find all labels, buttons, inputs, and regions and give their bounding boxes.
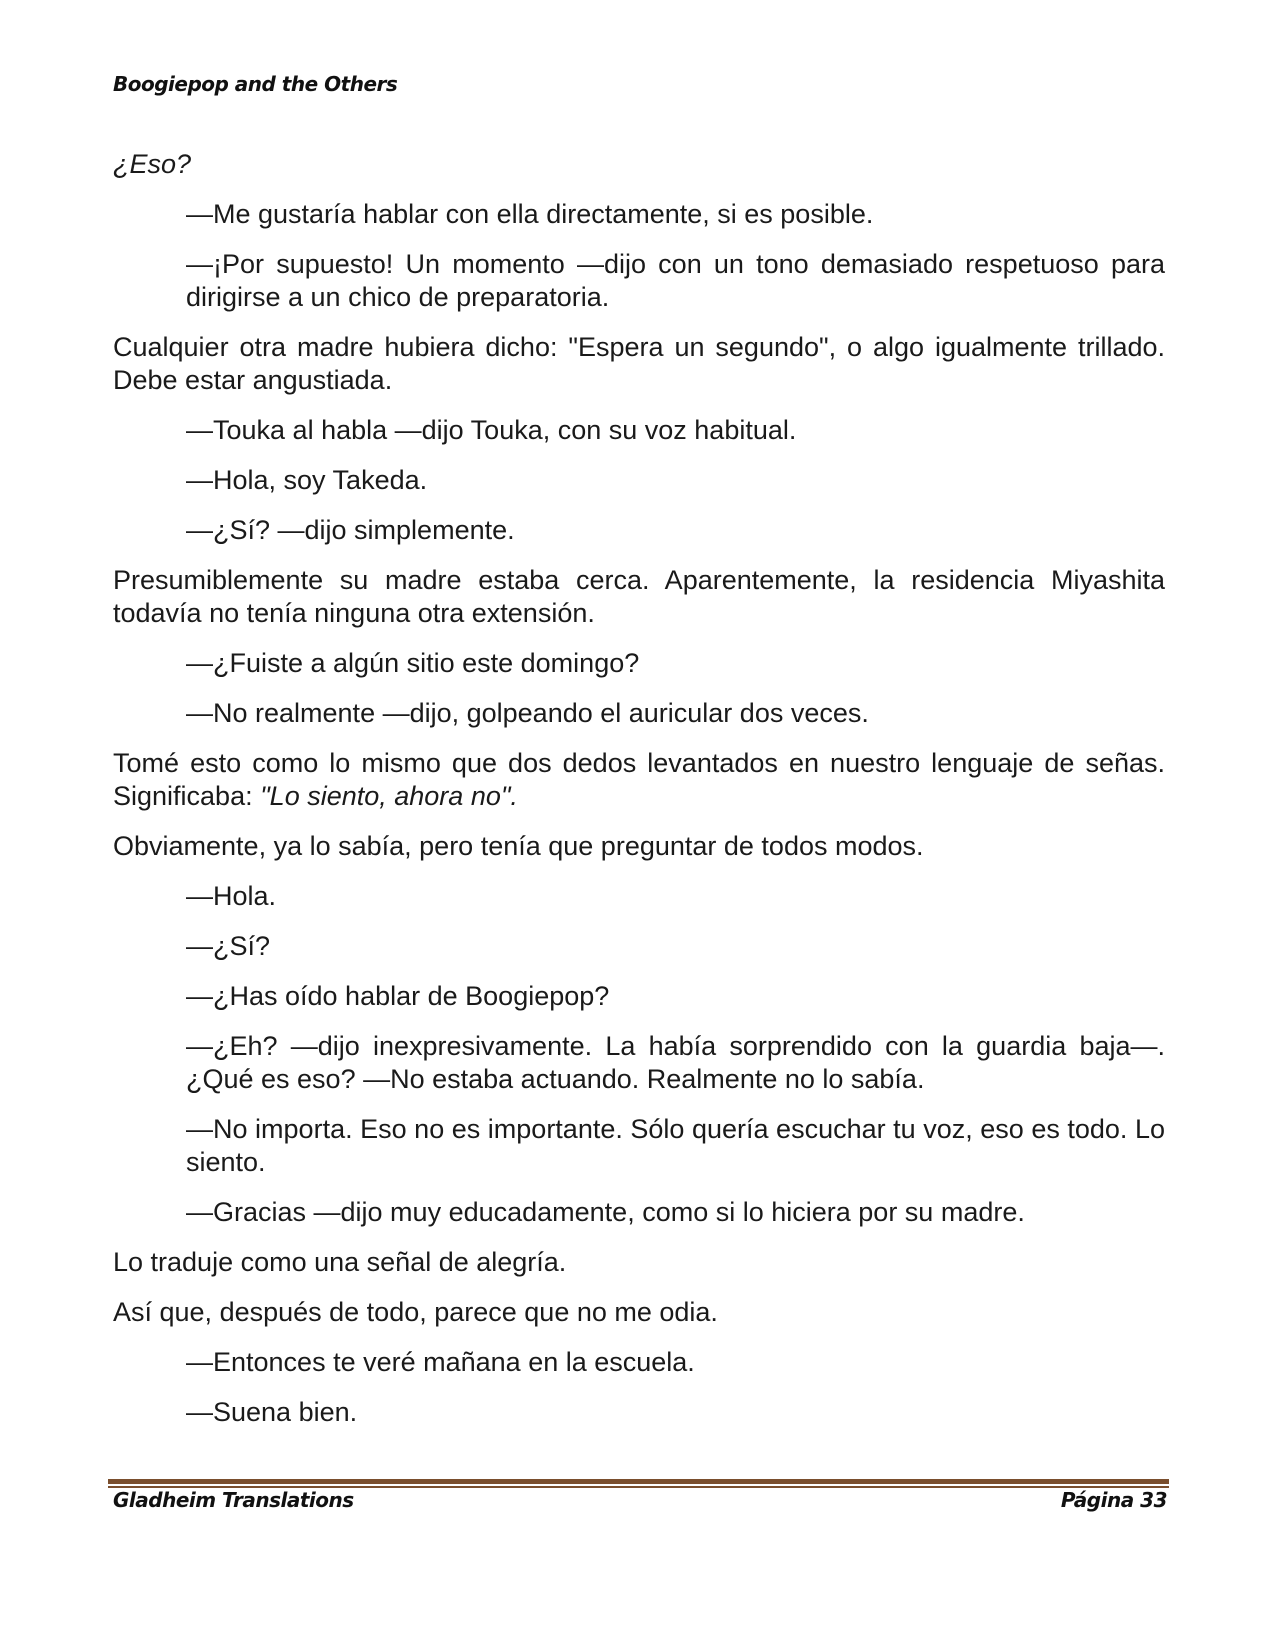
text-run: —No importa. Eso no es importante. Sólo quería escuchar tu voz, eso es todo. Lo siento. — [186, 1114, 1165, 1177]
dialogue-paragraph — [186, 1030, 1165, 1096]
text-run: Lo traduje como una señal de alegría. — [113, 1247, 567, 1277]
running-header-title: Boogiepop and the Others — [113, 72, 398, 96]
text-run: —Suena bien. — [186, 1397, 358, 1427]
narration-paragraph — [113, 1246, 1165, 1279]
text-run: —¡Por supuesto! Un momento —dijo con un tono demasiado respetuoso para dirigirse a un chico de preparatoria. — [186, 249, 1165, 312]
dialogue-paragraph — [186, 980, 1165, 1013]
text-run: —Hola. — [186, 881, 277, 911]
footer-divider — [108, 1479, 1169, 1488]
text-run: —Me gustaría hablar con ella directamente, si es posible. — [186, 199, 874, 229]
text-run: —Gracias —dijo muy educadamente, como si lo hiciera por su madre. — [186, 1197, 1025, 1227]
dialogue-paragraph — [186, 514, 1165, 547]
dialogue-paragraph — [186, 697, 1165, 730]
narration-paragraph — [113, 1296, 1165, 1329]
dialogue-paragraph — [186, 1113, 1165, 1179]
narration-paragraph — [113, 331, 1165, 397]
text-run: —¿Eh? —dijo inexpresivamente. La había sorprendido con la guardia baja—. ¿Qué es eso? —No estaba actuando. Realmente no lo sabía. — [186, 1031, 1165, 1094]
dialogue-paragraph — [186, 248, 1165, 314]
narration-paragraph — [113, 830, 1165, 863]
dialogue-paragraph — [186, 1196, 1165, 1229]
text-run: "Lo siento, ahora no". — [260, 781, 518, 811]
text-run: —¿Sí? — [186, 931, 271, 961]
text-run: Presumiblemente su madre estaba cerca. Aparentemente, la residencia Miyashita todavía no tenía ninguna otra extensión. — [113, 565, 1165, 628]
text-run: —¿Has oído hablar de Boogiepop? — [186, 981, 610, 1011]
dialogue-paragraph — [186, 414, 1165, 447]
narration-paragraph — [113, 148, 1165, 181]
text-run: —Touka al habla —dijo Touka, con su voz habitual. — [186, 415, 797, 445]
text-run: Así que, después de todo, parece que no me odia. — [113, 1297, 718, 1327]
text-run: —¿Fuiste a algún sitio este domingo? — [186, 648, 640, 678]
text-run: —¿Sí? —dijo simplemente. — [186, 515, 515, 545]
text-run: —Hola, soy Takeda. — [186, 465, 428, 495]
narration-paragraph — [113, 564, 1165, 630]
footer-publisher: Gladheim Translations — [113, 1488, 354, 1512]
narration-paragraph — [113, 747, 1165, 813]
dialogue-paragraph — [186, 464, 1165, 497]
dialogue-paragraph — [186, 1396, 1165, 1429]
text-run: Obviamente, ya lo sabía, pero tenía que preguntar de todos modos. — [113, 831, 924, 861]
dialogue-paragraph — [186, 930, 1165, 963]
dialogue-paragraph — [186, 1346, 1165, 1379]
text-run: —Entonces te veré mañana en la escuela. — [186, 1347, 695, 1377]
text-run: ¿Eso? — [113, 149, 192, 179]
body-text — [113, 148, 1165, 1446]
dialogue-paragraph — [186, 198, 1165, 231]
footer-page-number: Página 33 — [1060, 1488, 1167, 1512]
dialogue-paragraph — [186, 647, 1165, 680]
text-run: —No realmente —dijo, golpeando el auricular dos veces. — [186, 698, 869, 728]
text-run: Tomé esto como lo mismo que dos dedos levantados en nuestro lenguaje de señas. Significaba: — [113, 748, 1165, 811]
dialogue-paragraph — [186, 880, 1165, 913]
text-run: Cualquier otra madre hubiera dicho: "Espera un segundo", o algo igualmente trillado. Debe estar angustiada. — [113, 332, 1165, 395]
